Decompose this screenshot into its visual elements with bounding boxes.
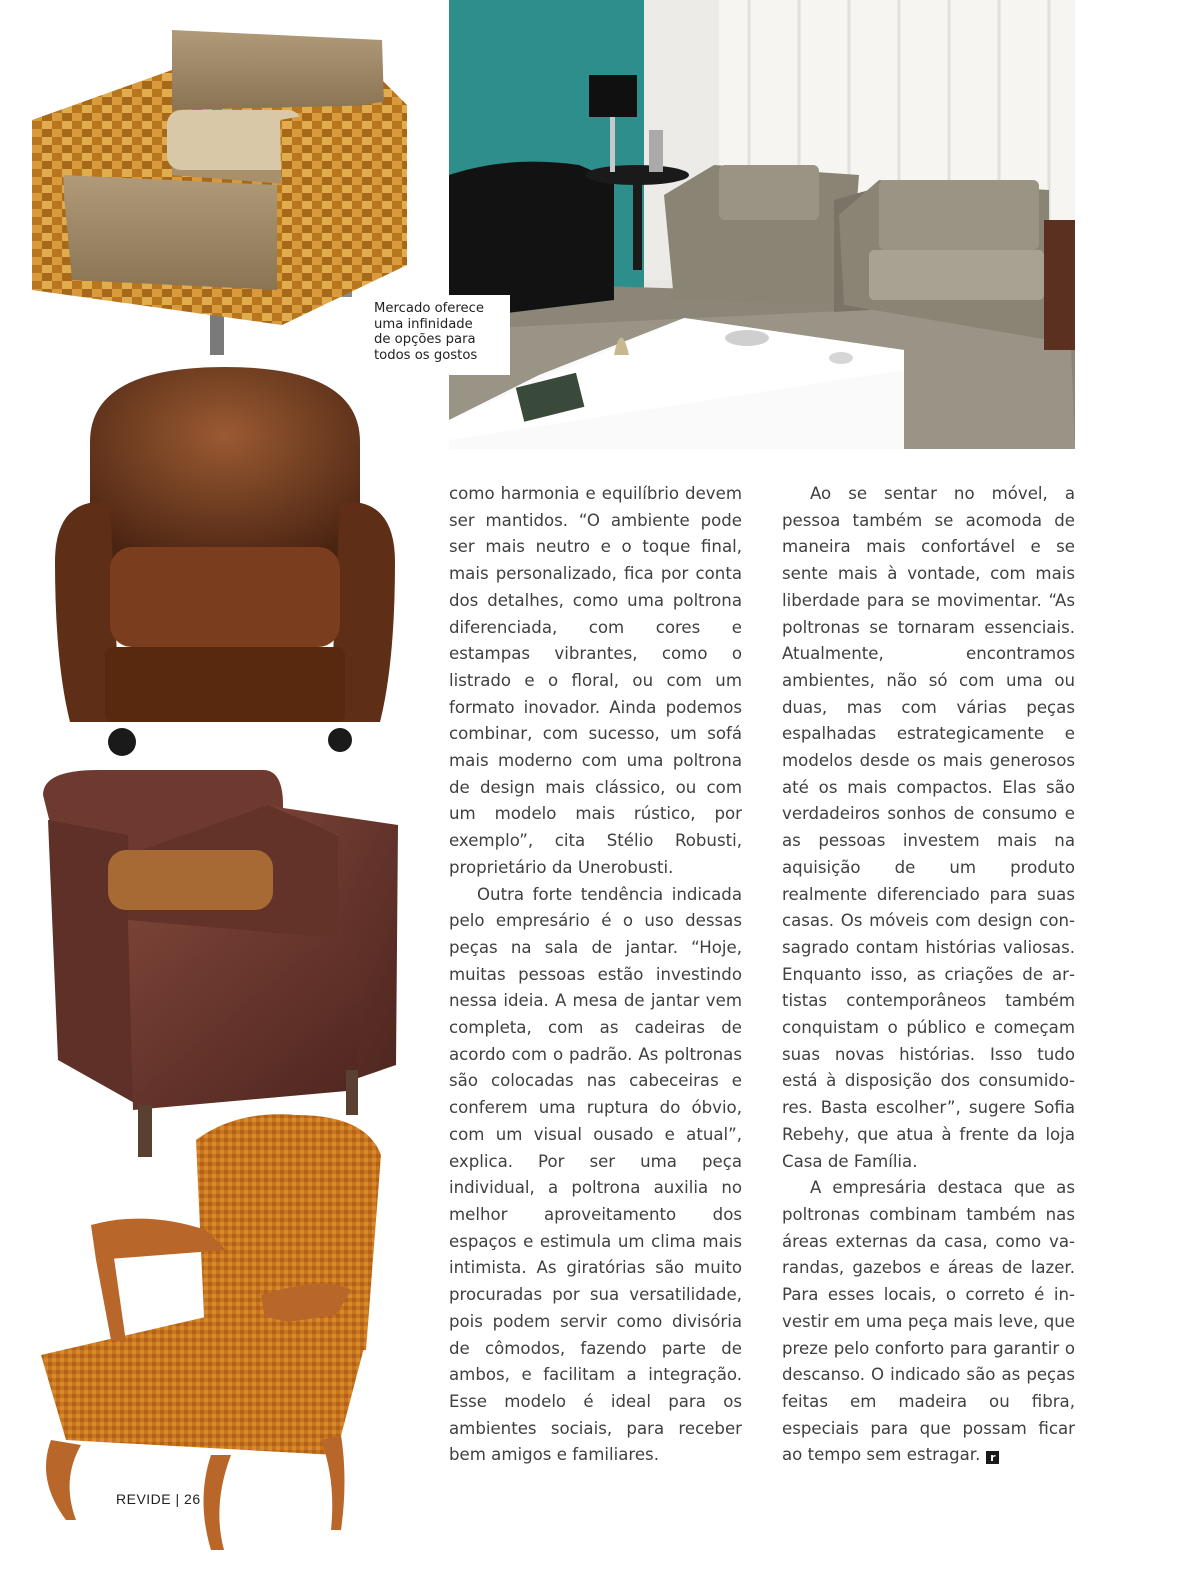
article-paragraph-final [782, 1175, 1075, 1469]
article-paragraph-text: A empresária destaca que as poltronas combinam também nas áreas externas da casa, como varandas, gazebos e áreas de lazer. Para esses locais, o correto é investir em uma peça mais leve, que preze pelo conforto para garantir o descanso. O indicado são as peças feitas em madeira ou fibra, especiais para que possam ficar ao tempo sem estragar. [782, 1178, 1075, 1465]
caption-text: Mercado oferece uma infinidade de opções para todos os gostos [374, 301, 485, 363]
article-column-1 [449, 481, 742, 1469]
living-room-photo [449, 0, 1075, 449]
wicker-wooden-armchair-photo [36, 1110, 386, 1555]
woven-swivel-armchair-photo [22, 25, 412, 360]
page-folio: REVIDE | 26 [116, 1491, 201, 1507]
article-column-2 [782, 481, 1075, 1469]
burgundy-upholstered-armchair-photo [38, 765, 400, 1160]
article-paragraph: como harmonia e equilíbrio devem ser mantidos. “O ambiente pode ser mais neutro e o toque final, mais personalizado, fica por conta dos detalhes, como uma poltrona diferenciada, com cores e estampas vibrantes, como o listrado e o floral, ou com um formato inovador. Ainda podemos combinar, com sucesso, um sofá mais moderno com uma poltrona de design mais clássico, ou com um modelo mais rústico, por exemplo”, cita Stélio Robusti, proprietário da Unerobusti. [449, 484, 742, 877]
article-paragraph: Ao se sentar no móvel, a pessoa também se acomoda de maneira mais confortável e se sente mais à vontade, com mais liberdade para se movimentar. “As poltronas se tornaram essenciais. Atualmente, encontramos ambientes, não só com uma ou duas, mas com várias peças espalhadas estrategicamente e modelos desde os mais generosos até os mais compactos. Elas são verdadeiros sonhos de consumo e as pessoas investem mais na aquisição de um produto realmente diferenciado para suas casas. Os móveis com design consagrado contam histórias valiosas. Enquanto isso, as criações de artistas contemporâneos também conquistam o público e começam suas novas histórias. Isso tudo está à disposição dos consumidores. Basta escolher”, sugere Sofia Rebehy, que atua à frente da loja Casa de Família. [782, 484, 1075, 1171]
photo-caption [367, 295, 510, 375]
leather-club-armchair-photo [50, 362, 400, 767]
end-of-article-mark: r [986, 1451, 999, 1464]
article-paragraph: Outra forte tendência indicada pelo empresário é o uso dessas peças na sala de jantar. “Hoje, muitas pessoas estão investindo nessa ideia. A mesa de jantar vem completa, com as cadeiras de acordo com o padrão. As poltronas são colocadas nas cabeceiras e conferem uma ruptura do óbvio, com um visual ousado e atual”, explica. Por ser uma peça individual, a poltrona auxilia no melhor aproveitamento dos espaços e estimula um clima mais intimista. As giratórias são muito procuradas por sua versatilidade, pois podem servir como divisória de cômodos, fazendo parte de ambos, e facilitam a integração. Esse modelo é ideal para os ambientes sociais, para receber bem amigos e familiares. [449, 884, 742, 1465]
